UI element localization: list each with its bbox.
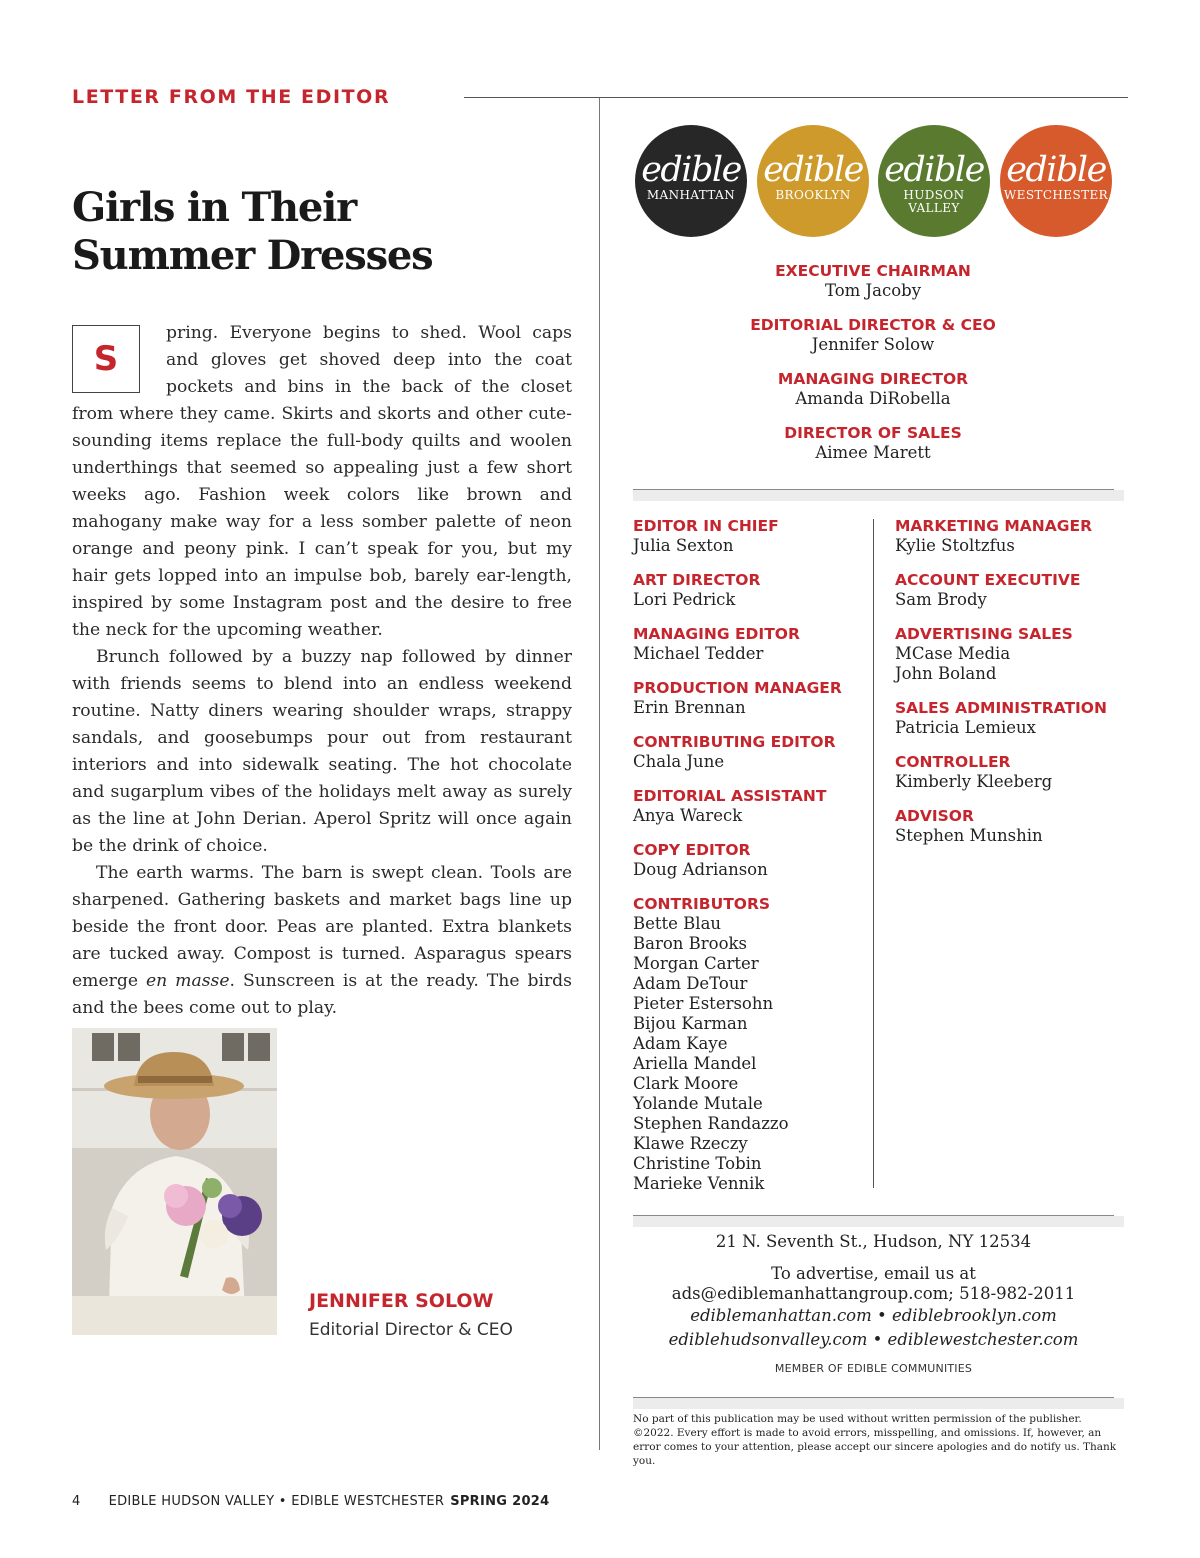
masthead-entry — [633, 570, 865, 610]
masthead-entry — [895, 752, 1115, 792]
headline-line: Girls in Their — [72, 184, 357, 231]
website-links-2[interactable]: ediblehudsonvalley.com • ediblewestchester.com — [668, 1330, 1079, 1349]
top-rule — [464, 97, 1128, 98]
masthead-entry — [895, 516, 1115, 556]
disclaimer-rule — [633, 1397, 1114, 1398]
rule-shadow — [633, 1216, 1124, 1227]
contributor-name: Morgan Carter — [633, 954, 759, 973]
masthead-entry — [632, 315, 1114, 369]
contributors-entry — [633, 894, 865, 1194]
masthead-role: PRODUCTION MANAGER — [633, 679, 842, 697]
masthead-entry — [895, 624, 1115, 684]
masthead-name: Stephen Munshin — [895, 826, 1043, 845]
masthead-role: ADVERTISING SALES — [895, 625, 1073, 643]
masthead-name: Julia Sexton — [633, 536, 734, 555]
article-body — [72, 320, 572, 1022]
contact-rule — [633, 1215, 1114, 1216]
logo-city-line: BROOKLYN — [775, 188, 851, 202]
logo-edible-manhattan — [635, 125, 747, 237]
advertise-line-1: To advertise, email us at — [771, 1264, 976, 1283]
masthead-name: Anya Wareck — [633, 806, 743, 825]
masthead-role: ART DIRECTOR — [633, 571, 761, 589]
masthead-name: Kimberly Kleeberg — [895, 772, 1053, 791]
masthead-name: John Boland — [895, 664, 997, 683]
masthead-role: CONTRIBUTORS — [633, 895, 771, 913]
masthead-entry — [895, 698, 1115, 738]
masthead-name: Michael Tedder — [633, 644, 764, 663]
masthead-entry — [633, 516, 865, 556]
website-links-1[interactable]: ediblemanhattan.com • ediblebrooklyn.com — [690, 1306, 1057, 1325]
masthead-entry — [633, 678, 865, 718]
masthead-role: CONTROLLER — [895, 753, 1011, 771]
staff-divider — [873, 519, 874, 1188]
masthead-role: DIRECTOR OF SALES — [784, 424, 962, 442]
contributor-name: Ariella Mandel — [633, 1054, 757, 1073]
masthead-role: ACCOUNT EXECUTIVE — [895, 571, 1081, 589]
contact-block — [633, 1232, 1114, 1375]
logo-city-line: MANHATTAN — [646, 188, 736, 202]
contributor-name: Stephen Randazzo — [633, 1114, 789, 1133]
logo-word: edible — [1006, 150, 1106, 190]
contributor-name: Klawe Rzeczy — [633, 1134, 748, 1153]
body-paragraph-3-text-b: . Sunscreen is at the ready. The birds and the bees come out to play. — [72, 971, 572, 1018]
masthead-name: Aimee Marett — [815, 443, 931, 462]
masthead-role: SALES ADMINISTRATION — [895, 699, 1107, 717]
logo-city-line: HUDSON — [903, 188, 965, 202]
disclaimer: No part of this publication may be used without written permission of the publisher. ©2022. Every effort is made to avoid errors, misspelling, and omissions. If, however, an error comes to your attention, please accept our sincere apologies and do notify us. Thank you. — [633, 1413, 1117, 1467]
masthead-entry — [633, 786, 865, 826]
masthead-role: CONTRIBUTING EDITOR — [633, 733, 836, 751]
masthead-name: Jennifer Solow — [811, 335, 935, 354]
logo-word: edible — [763, 150, 863, 190]
masthead-role: MANAGING EDITOR — [633, 625, 800, 643]
masthead-role: EDITORIAL ASSISTANT — [633, 787, 827, 805]
masthead-entry — [632, 423, 1114, 477]
body-paragraph-3-emphasis: en masse — [145, 971, 230, 991]
executive-masthead — [632, 261, 1114, 477]
masthead-name: Kylie Stoltzfus — [895, 536, 1015, 555]
masthead-entry — [632, 261, 1114, 315]
contributor-name: Pieter Estersohn — [633, 994, 774, 1013]
page-footer — [72, 1494, 549, 1509]
masthead-entry — [632, 369, 1114, 423]
masthead-role: ADVISOR — [895, 807, 974, 825]
body-paragraph-3 — [72, 860, 572, 1022]
publication-names: EDIBLE HUDSON VALLEY • EDIBLE WESTCHESTER — [108, 1494, 445, 1509]
article-headline — [72, 184, 572, 280]
masthead-role: MANAGING DIRECTOR — [777, 370, 969, 388]
staff-column-left — [633, 516, 865, 1208]
masthead-entry — [895, 570, 1115, 610]
logo-edible-westchester — [1000, 125, 1112, 237]
masthead-name: Tom Jacoby — [824, 281, 922, 300]
contributor-name: Marieke Vennik — [633, 1174, 765, 1193]
masthead-entry — [633, 840, 865, 880]
rule-shadow — [633, 1398, 1124, 1409]
rule-shadow — [633, 490, 1124, 501]
logo-city — [635, 189, 747, 202]
page-number: 4 — [72, 1494, 81, 1509]
address: 21 N. Seventh St., Hudson, NY 12534 — [715, 1232, 1032, 1251]
masthead-role: MARKETING MANAGER — [895, 517, 1093, 535]
body-paragraph-1 — [72, 320, 572, 644]
contributor-name: Bijou Karman — [633, 1014, 748, 1033]
masthead-entry — [895, 806, 1115, 846]
masthead-name: Lori Pedrick — [633, 590, 736, 609]
editor-photo — [72, 1028, 277, 1335]
logo-city-line: VALLEY — [908, 201, 960, 215]
contributor-name: Yolande Mutale — [633, 1094, 763, 1113]
masthead-name: MCase Media — [895, 644, 1011, 663]
contributor-name: Clark Moore — [633, 1074, 739, 1093]
member-note: MEMBER OF EDIBLE COMMUNITIES — [774, 1362, 973, 1375]
logo-city — [757, 189, 869, 202]
staff-column-right — [895, 516, 1115, 860]
body-paragraph-2: Brunch followed by a buzzy nap followed by dinner with friends seems to blend into an endless weekend routine. Natty diners wearing shoulder wraps, strappy sandals, and goosebumps pour out from restaurant interiors and into sidewalk seating. The hot chocolate and sugarplum vibes of the holidays melt away as surely as the line at John Derian. Aperol Spritz will once again be the drink of choice. — [72, 647, 572, 856]
logo-city — [1000, 189, 1112, 202]
section-label: LETTER FROM THE EDITOR — [72, 86, 391, 108]
editor-title: Editorial Director & CEO — [309, 1320, 513, 1340]
editor-name: JENNIFER SOLOW — [309, 1290, 494, 1312]
masthead-role: EXECUTIVE CHAIRMAN — [775, 262, 971, 280]
contributor-name: Christine Tobin — [633, 1154, 762, 1173]
contributor-name: Adam DeTour — [633, 974, 748, 993]
drop-cap-letter: S — [93, 338, 119, 379]
contributor-name: Adam Kaye — [633, 1034, 728, 1053]
advertise-line-2: ads@ediblemanhattangroup.com; 518-982-2011 — [671, 1284, 1076, 1303]
masthead-name: Patricia Lemieux — [895, 718, 1036, 737]
logo-word: edible — [641, 150, 741, 190]
masthead-name: Erin Brennan — [633, 698, 746, 717]
column-divider — [599, 98, 600, 1450]
logo-city-line: WESTCHESTER — [1003, 188, 1109, 202]
issue-label: SPRING 2024 — [450, 1494, 550, 1509]
logo-city — [878, 189, 990, 215]
masthead-name: Doug Adrianson — [633, 860, 768, 879]
contributor-name: Bette Blau — [633, 914, 722, 933]
masthead-name: Chala June — [633, 752, 725, 771]
masthead-role: EDITORIAL DIRECTOR & CEO — [750, 316, 996, 334]
drop-cap — [72, 325, 140, 393]
masthead-entry — [633, 624, 865, 664]
masthead-name: Sam Brody — [895, 590, 987, 609]
masthead-rule — [633, 489, 1114, 490]
contributor-name: Baron Brooks — [633, 934, 748, 953]
headline-line: Summer Dresses — [72, 232, 433, 279]
logo-edible-brooklyn — [757, 125, 869, 237]
masthead-role: COPY EDITOR — [633, 841, 751, 859]
body-paragraph-3-text-a: The earth warms. The barn is swept clean. Tools are sharpened. Gathering baskets and market bags line up beside the front door. Peas are planted. Extra blankets are tucked away. Compost is turned. Asparagus spears emerge — [72, 863, 572, 991]
masthead-name: Amanda DiRobella — [795, 389, 951, 408]
logo-word: edible — [884, 150, 984, 190]
masthead-entry — [633, 732, 865, 772]
body-paragraph-1-text: pring. Everyone begins to shed. Wool caps and gloves get shoved deep into the coat pockets and bins in the back of the closet from where they came. Skirts and skorts and other cute-sounding items replace the full-body quilts and woolen underthings that seemed so appealing just a few short weeks ago. Fashion week colors like brown and mahogany make way for a less somber palette of neon orange and peony pink. I can’t speak for you, but my hair gets lopped into an impulse bob, barely ear-length, inspired by some Instagram post and the desire to free the neck for the upcoming weather. — [72, 323, 572, 640]
masthead-role: EDITOR IN CHIEF — [633, 517, 779, 535]
logo-edible-hudson-valley — [878, 125, 990, 237]
